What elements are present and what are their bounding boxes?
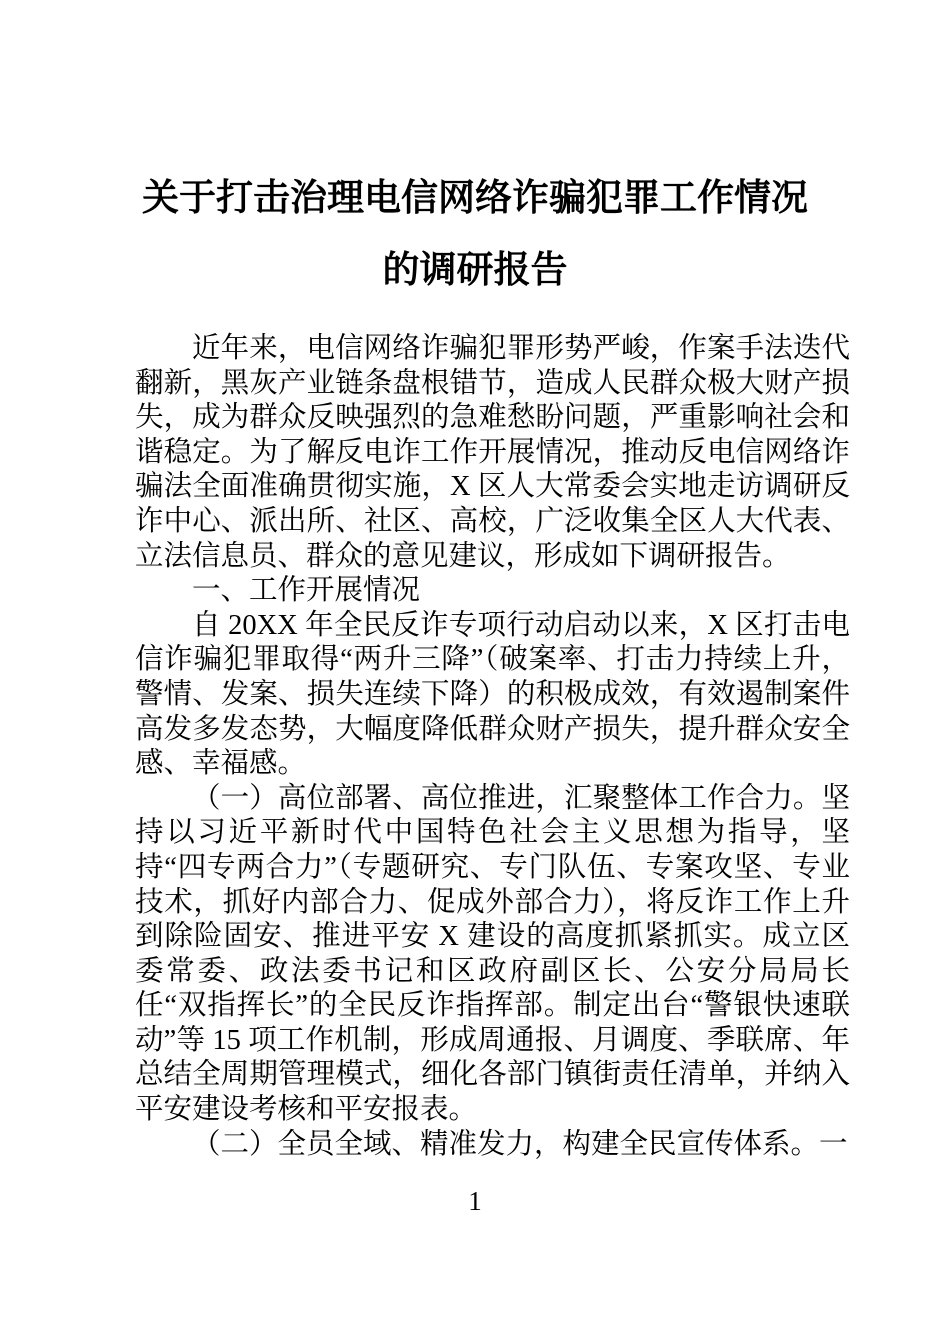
- body-paragraph-subsection-1: （一）高位部署、高位推进，汇聚整体工作合力。坚持以习近平新时代中国特色社会主义思想为指导，坚持“四专两合力”（专题研究、专门队伍、专案攻坚、专业技术，抓好内部合力、促成外部合力），将反诈工作上升到除险固安、推进平安 X 建设的高度抓紧抓实。成立区委常委、政法委书记和区政府副区长、公安分局局长任“双指挥长”的全民反诈指挥部。制定出台“警银快速联动”等 15 项工作机制，形成周通报、月调度、季联席、年总结全周期管理模式，细化各部门镇街责任清单，并纳入平安建设考核和平安报表。: [135, 782, 850, 1126]
- document-title-line-1: 关于打击治理电信网络诈骗犯罪工作情况: [142, 177, 808, 218]
- section-heading-1: 一、工作开展情况: [192, 575, 421, 607]
- body-paragraph-intro: 近年来，电信网络诈骗犯罪形势严峻，作案手法迭代翻新，黑灰产业链条盘根错节，造成人民群众极大财产损失，成为群众反映强烈的急难愁盼问题，严重影响社会和谐稳定。为了解反电诈工作开展情况，推动反电信网络诈骗法全面准确贯彻实施，X 区人大常委会实地走访调研反诈中心、派出所、社区、高校，广泛收集全区人大代表、立法信息员、群众的意见建议，形成如下调研报告。: [135, 333, 850, 572]
- body-paragraph-subsection-2: （二）全员全域、精准发力，构建全民宣传体系。一: [192, 1128, 848, 1160]
- page-number: 1: [468, 1186, 482, 1216]
- document-title-line-2: 的调研报告: [382, 249, 568, 290]
- document-title: [135, 162, 815, 306]
- document-body: [135, 332, 850, 1162]
- body-paragraph-overview: 自 20XX 年全民反诈专项行动启动以来，X 区打击电信诈骗犯罪取得“两升三降”（破案率、打击力持续上升，警情、发案、损失连续下降）的积极成效，有效遏制案件高发多发态势，大幅度降低群众财产损失，提升群众安全感、幸福感。: [135, 609, 850, 780]
